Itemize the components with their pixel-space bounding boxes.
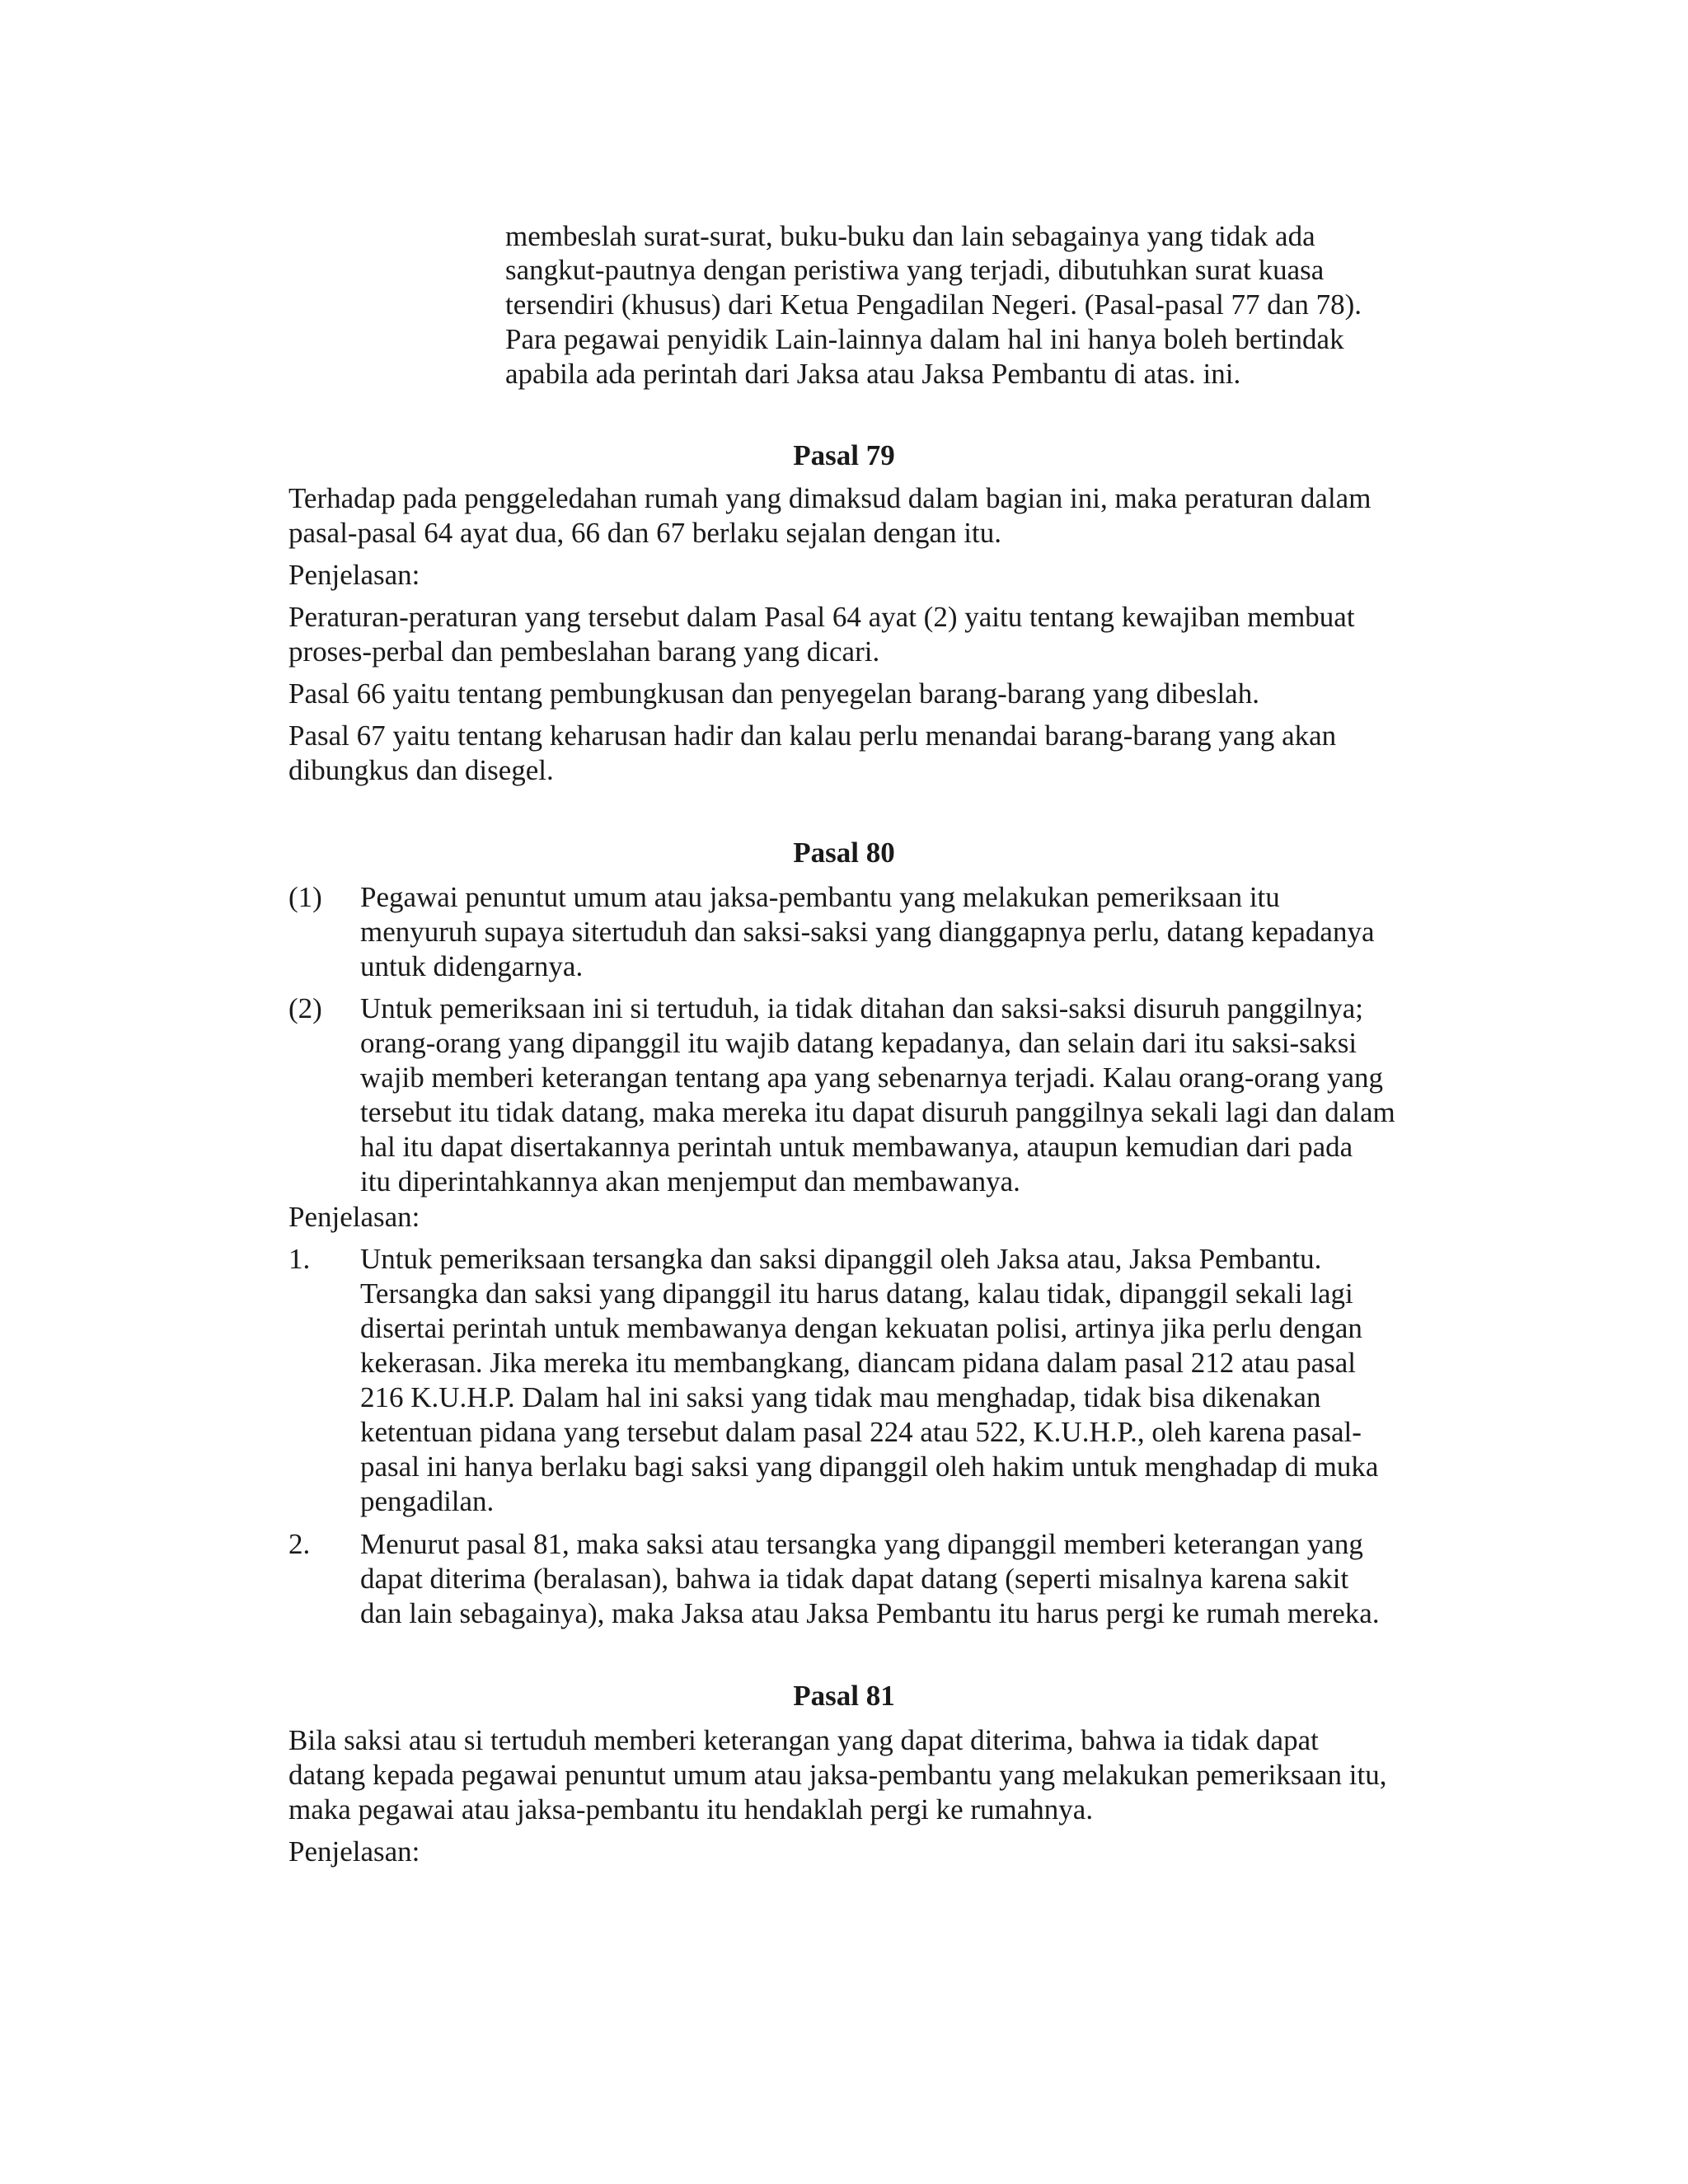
ayat-number: (1): [288, 881, 322, 913]
ayat-line: orang-orang yang dipanggil itu wajib datang kepadanya, dan selain dari itu saksi-saksi: [360, 1027, 1357, 1059]
intro-line: apabila ada perintah dari Jaksa atau Jaksa Pembantu di atas. ini.: [505, 358, 1241, 390]
pasal-80-heading: Pasal 80: [793, 837, 895, 869]
pasal-79-penjelasan-label: Penjelasan:: [288, 559, 420, 591]
pasal-81-penjelasan-label: Penjelasan:: [288, 1835, 420, 1868]
body-line: Bila saksi atau si tertuduh memberi keterangan yang dapat diterima, bahwa ia tidak dapat: [288, 1724, 1319, 1756]
intro-line: sangkut-pautnya dengan peristiwa yang terjadi, dibutuhkan surat kuasa: [505, 254, 1325, 286]
ayat-line: untuk didengarnya.: [360, 950, 584, 982]
explanation-line: Pasal 67 yaitu tentang keharusan hadir dan kalau perlu menandai barang-barang yang akan: [288, 719, 1337, 752]
item-number: 1.: [288, 1243, 311, 1275]
item-line: kekerasan. Jika mereka itu membangkang, diancam pidana dalam pasal 212 atau pasal: [360, 1347, 1357, 1379]
ayat-line: hal itu dapat disertakannya perintah untuk membawanya, ataupun kemudian dari pada: [360, 1131, 1353, 1163]
intro-line: tersendiri (khusus) dari Ketua Pengadilan Negeri. (Pasal-pasal 77 dan 78).: [505, 288, 1362, 321]
body-line: Terhadap pada penggeledahan rumah yang dimaksud dalam bagian ini, maka peraturan dalam: [288, 482, 1372, 514]
body-line: pasal-pasal 64 ayat dua, 66 dan 67 berlaku sejalan dengan itu.: [288, 517, 1001, 549]
intro-line: membeslah surat-surat, buku-buku dan lain sebagainya yang tidak ada: [505, 220, 1315, 252]
ayat-number: (2): [288, 992, 322, 1024]
item-line: Tersangka dan saksi yang dipanggil itu harus datang, kalau tidak, dipanggil sekali lagi: [360, 1277, 1353, 1310]
ayat-line: Untuk pemeriksaan ini si tertuduh, ia tidak ditahan dan saksi-saksi disuruh panggilnya;: [360, 992, 1363, 1024]
item-line: dapat diterima (beralasan), bahwa ia tidak dapat datang (seperti misalnya karena sakit: [360, 1563, 1349, 1595]
body-line: datang kepada pegawai penuntut umum atau jaksa-pembantu yang melakukan pemeriksaan itu,: [288, 1759, 1387, 1791]
item-line: 216 K.U.H.P. Dalam hal ini saksi yang tidak mau menghadap, tidak bisa dikenakan: [360, 1381, 1321, 1413]
item-line: pengadilan.: [360, 1485, 495, 1517]
ayat-line: wajib memberi keterangan tentang apa yang sebenarnya terjadi. Kalau orang-orang yang: [360, 1062, 1383, 1094]
item-number: 2.: [288, 1528, 311, 1560]
item-line: Menurut pasal 81, maka saksi atau tersangka yang dipanggil memberi keterangan yang: [360, 1528, 1363, 1560]
ayat-line: itu diperintahkannya akan menjemput dan membawanya.: [360, 1165, 1020, 1197]
item-line: pasal ini hanya berlaku bagi saksi yang dipanggil oleh hakim untuk menghadap di muka: [360, 1451, 1379, 1483]
ayat-line: tersebut itu tidak datang, maka mereka itu dapat disuruh panggilnya sekali lagi dan dalam: [360, 1096, 1395, 1128]
pasal-80-penjelasan-label: Penjelasan:: [288, 1201, 420, 1233]
explanation-line: dibungkus dan disegel.: [288, 754, 554, 786]
pasal-81-heading: Pasal 81: [793, 1680, 895, 1712]
item-line: disertai perintah untuk membawanya dengan kekuatan polisi, artinya jika perlu dengan: [360, 1312, 1362, 1344]
ayat-line: Pegawai penuntut umum atau jaksa-pembantu yang melakukan pemeriksaan itu: [360, 881, 1280, 913]
item-line: ketentuan pidana yang tersebut dalam pasal 224 atau 522, K.U.H.P., oleh karena pasal-: [360, 1416, 1362, 1448]
explanation-line: proses-perbal dan pembeslahan barang yang dicari.: [288, 635, 880, 668]
item-line: dan lain sebagainya), maka Jaksa atau Jaksa Pembantu itu harus pergi ke rumah mereka.: [360, 1597, 1380, 1629]
item-line: Untuk pemeriksaan tersangka dan saksi dipanggil oleh Jaksa atau, Jaksa Pembantu.: [360, 1243, 1322, 1275]
explanation-line: Peraturan-peraturan yang tersebut dalam Pasal 64 ayat (2) yaitu tentang kewajiban membuat: [288, 601, 1355, 633]
ayat-line: menyuruh supaya sitertuduh dan saksi-saksi yang dianggapnya perlu, datang kepadanya: [360, 916, 1375, 948]
body-line: maka pegawai atau jaksa-pembantu itu hendaklah pergi ke rumahnya.: [288, 1793, 1094, 1825]
explanation-line: Pasal 66 yaitu tentang pembungkusan dan penyegelan barang-barang yang dibeslah.: [288, 677, 1259, 710]
pasal-79-heading: Pasal 79: [793, 439, 895, 471]
intro-line: Para pegawai penyidik Lain-lainnya dalam hal ini hanya boleh bertindak: [505, 323, 1344, 355]
